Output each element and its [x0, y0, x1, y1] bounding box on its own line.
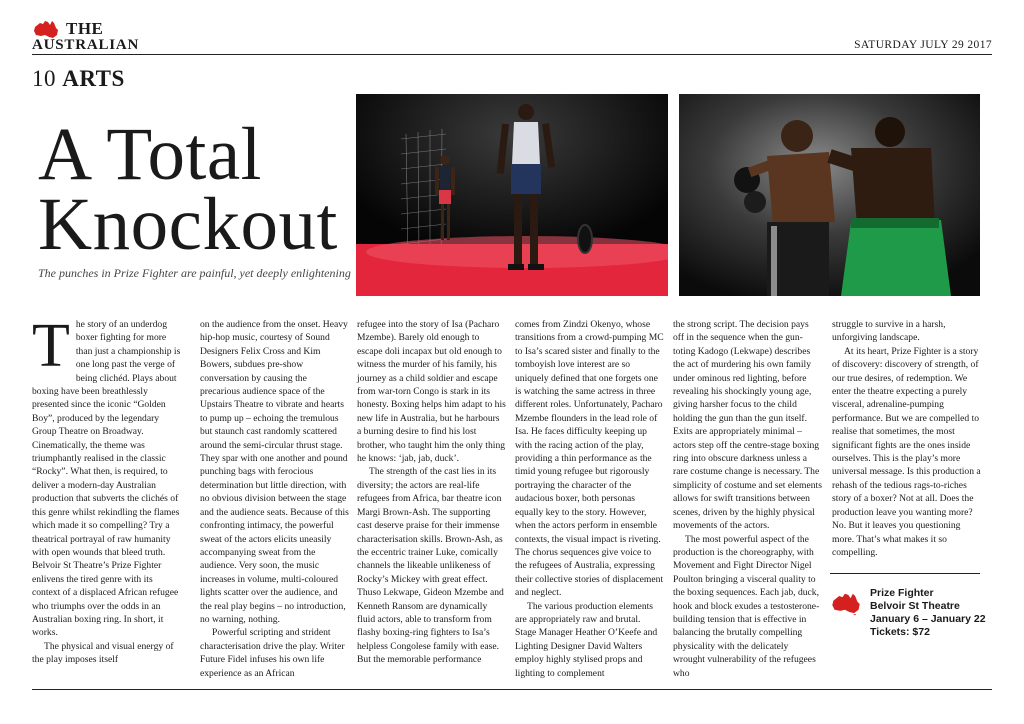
paragraph: comes from Zindzi Okenyo, whose transitions from a crowd-pumping MC to Isa’s scared sister and finally to the tomboyish love interest are so uniquely defined that one forgets one is watching the same actress in three different roles. Unfortunately, Pacharo Mzembe flounders in the lead role of Isa. He faces difficulty keeping up with the racing action of the play, providing a thin performance as the timid young refugee but rigorously portraying the character of the audacious boxer, both personas equally key to the story. However, when the actors perform in ensemble contexts, the visual impact is riveting. The chorus sequences give voice to the refugees of Australia, expressing their collective stories of displacement and neglect. [515, 319, 664, 599]
paragraph: struggle to survive in a harsh, unforgiving landscape. [832, 319, 946, 344]
show-details [870, 587, 986, 639]
paragraph: on the audience from the onset. Heavy hip-hop music, courtesy of Sound Designers Felix Cross and Kim Bowers, subdues pre-show conversation by causing the precarious audience space of the Upstairs Theatre to vibrate and hearts to pump up – echoing the tremulous but staunch cast randomly scattered around the semi-circular thrust stage. They spar with one another and pound punching bags with ferocious determination but little direction, with no obvious division between the stage and the audience seats. Because of this confronting intimacy, the powerful sweat of the actors elicits uneasily accompanying sweat from the audience. Very soon, the music increases in volume, multi-coloured lights scatter over the audience, and the real play begins – no introduction, no warning, nothing. [200, 319, 349, 625]
actors-on-red-stage [356, 94, 668, 296]
paragraph: The various production elements are appropriately raw and brutal. Stage Manager Heather O’Keefe and Lighting Designer David Walters employ highly stylised props and lighting to complement [515, 600, 658, 679]
show-tickets: Tickets: $72 [870, 626, 930, 638]
article-column-5 [673, 318, 822, 680]
boxing-scene-photo [679, 94, 980, 296]
paragraph: At its heart, Prize Fighter is a story of discovery: discovery of strength, of our true desires, of redemption. We enter the theatre expecting a purely visceral, adrenaline-pumping performance. But we are compelled to realise that sometimes, the most significant fights are the ones inside ourselves. This is the play’s more universal message. Is this production a rehash of the tedious rags-to-riches story of a boxer? Not at all. Does the production leave you wanting more? No. But it leaves you questioning more. That’s what makes it so compelling. [832, 345, 981, 558]
paragraph: The story of an underdog boxer fighting for more than just a championship is one long past the verge of being clichéd. Plays about boxing have been breathlessly presented since the iconic “Golden Boy”, produced by the legendary Group Theatre on Broadway. Cinematically, the theme was triumphantly realised in the classic “Rocky”. What then, is required, to deliver a modern-day Australian production that subverts the clichés of this genre whilst rekindling the flames which made it so compelling? Try a theatrical portrayal of raw humanity with open wounds that bleed truth. Belvoir St Theatre’s Prize Fighter enlivens the tired genre with its context of a displaced African refugee who triumphs over the odds in an Australian boxing ring. In short, it works. [32, 312, 181, 639]
article-column-2 [200, 318, 349, 680]
logo-australian: AUSTRALIAN [32, 37, 140, 53]
article-column-6 [832, 318, 981, 559]
drop-cap: T [32, 312, 70, 380]
show-dates: January 6 – January 22 [870, 613, 986, 625]
bottom-rule [32, 689, 992, 690]
section-label [32, 66, 125, 92]
headline-line-1: A Total [38, 113, 262, 196]
boxers-fighting [679, 94, 980, 296]
show-title: Prize Fighter [870, 587, 934, 599]
paragraph: The strength of the cast lies in its diversity; the actors are real-life refugees from Africa, bar theatre icon Margi Brown-Ash. The supporting cast deserve praise for their immense characterisation skills. Brown-Ash, as the eccentric trainer Luke, comically channels the likeable unlikeness of Rocky’s Mickey with great effect. Thuso Lekwape, Gideon Mzembe and Kenneth Ransom are dynamically fluid actors, able to transform from flashy boxing-ring fighters to Isa’s helpless Congolese family with ease. But the memorable performance [357, 466, 504, 666]
australia-map-icon [830, 591, 862, 617]
infobox-rule [830, 573, 980, 574]
top-rule [32, 54, 992, 55]
standfirst: The punches in Prize Fighter are painful, yet deeply enlightening [38, 266, 351, 280]
paragraph: refugee into the story of Isa (Pacharo Mzembe). Barely old enough to escape doli incapax but old enough to witness the murder of his family, his journey as a child soldier and escape from war-torn Congo is stark in its honesty. Boxing helps him adapt to his new life in Australia, but he harbours a burning desire to find his lost brother, who taught him the only thing he knows: ‘jab, jab, duck’. [357, 319, 506, 465]
paragraph: Powerful scripting and strident characterisation drive the play. Writer Future Fidel infuses his own life experience as an African [200, 627, 345, 679]
headline-line-2: Knockout [38, 183, 338, 266]
article-column-1 [32, 312, 181, 667]
logo-the: THE [66, 19, 104, 38]
article-column-4 [515, 318, 664, 680]
section-name: ARTS [62, 66, 125, 91]
show-venue: Belvoir St Theatre [870, 600, 960, 612]
paragraph: The most powerful aspect of the production is the choreography, with Movement and Fight Director Nigel Poulton bringing a visceral quality to the boxing sequences. Each jab, duck, hook and block exudes a testosterone-building tension that is effective in balancing the brutally compelling physicality with the delicately wrought vulnerability of the refugees who [673, 533, 820, 679]
article-column-3 [357, 318, 506, 667]
issue-date: SATURDAY JULY 29 2017 [854, 39, 992, 51]
stage-scene-photo [356, 94, 668, 296]
paragraph: the strong script. The decision pays off in the sequence when the gun-toting Kadogo (Lekwape) describes the act of murdering his own family under ominous red lighting, before revealing his shockingly young age, giving harsher focus to the child holding the gun than the gun itself. Exits are appropriately minimal – actors step off the centre-stage boxing ring into obscure darkness unless a rare costume change is necessary. The simplicity of costume and set elements allows for swift transitions between scenes, driven by the highly physical movements of the actors. [673, 319, 822, 532]
page-number: 10 [32, 66, 56, 91]
paragraph: The physical and visual energy of the play imposes itself [32, 640, 174, 666]
headline [38, 113, 338, 266]
